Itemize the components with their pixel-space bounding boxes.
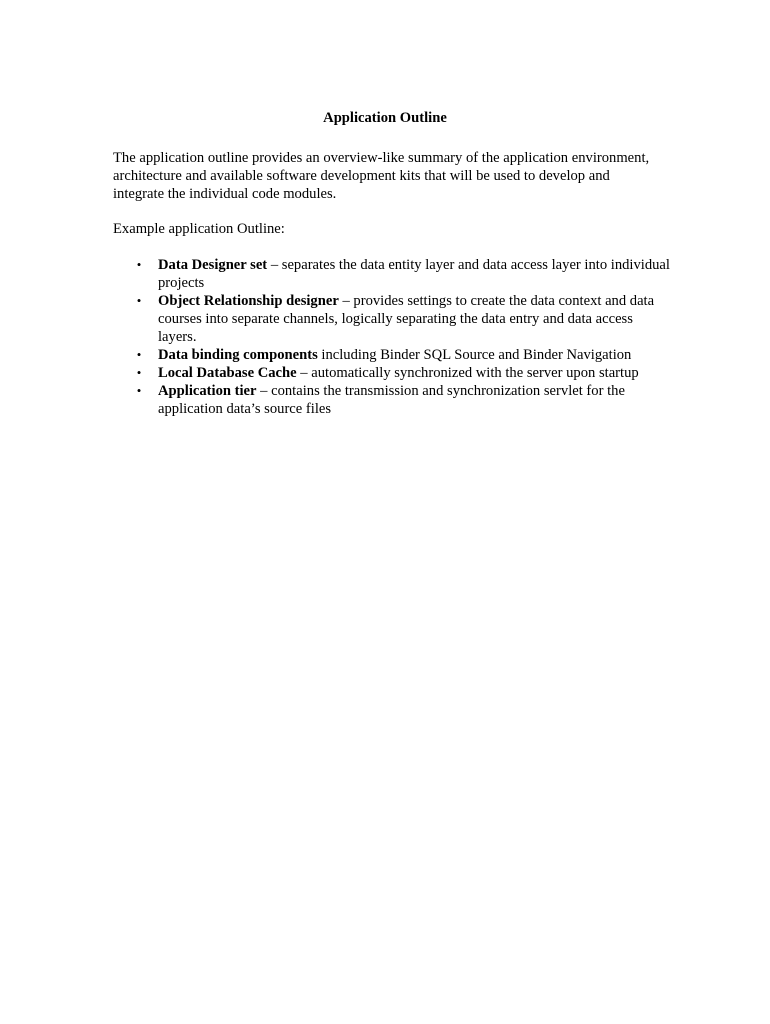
example-label: Example application Outline: xyxy=(113,221,285,237)
bullet-icon: • xyxy=(136,347,142,362)
list-item xyxy=(113,382,673,418)
bullet-icon: • xyxy=(136,257,142,272)
item-term: Data Designer set xyxy=(158,257,268,273)
item-description: – automatically synchronized with the server upon startup xyxy=(296,365,639,381)
item-description: – separates the data entity layer and data access layer into individual projects xyxy=(158,257,670,291)
item-description: – contains the transmission and synchronization servlet for the application data’s source files xyxy=(158,383,625,417)
item-term: Data binding components xyxy=(158,347,318,363)
bullet-icon: • xyxy=(136,293,142,308)
item-term: Application tier xyxy=(158,383,257,399)
item-description: – provides settings to create the data context and data courses into separate channels, logically separating the data entry and data access layers. xyxy=(158,293,655,345)
outline-list xyxy=(113,256,673,418)
document-title: Application Outline xyxy=(323,110,447,126)
item-term: Local Database Cache xyxy=(158,365,297,381)
list-item xyxy=(113,256,673,292)
list-item xyxy=(113,346,673,364)
intro-paragraph: The application outline provides an overview-like summary of the application environment, architecture and available software development kits that will be used to develop and integrate the individual code modules. xyxy=(113,150,650,202)
item-description: including Binder SQL Source and Binder Navigation xyxy=(317,347,632,363)
list-item xyxy=(113,292,673,346)
item-term: Object Relationship designer xyxy=(158,293,339,309)
bullet-icon: • xyxy=(136,383,142,398)
bullet-icon: • xyxy=(136,365,142,380)
list-item xyxy=(113,364,673,382)
